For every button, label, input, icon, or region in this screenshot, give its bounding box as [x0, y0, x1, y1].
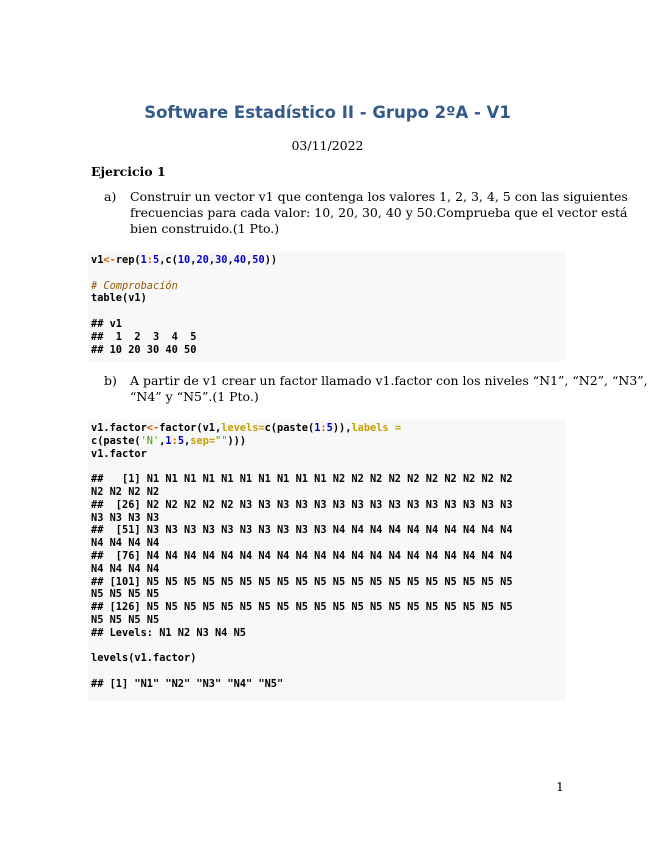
question-letter: b) — [104, 373, 117, 388]
code-output: N3 N3 N3 N3 — [91, 511, 160, 524]
code-line: v1.factor — [91, 447, 147, 460]
code-line: levels(v1.factor) — [91, 652, 197, 665]
code-output: ## [101] N5 N5 N5 N5 N5 N5 N5 N5 N5 N5 N5 N5 N5 N5 N5 N5 N5 N5 N5 N5 — [91, 575, 513, 588]
code-output: ## Levels: N1 N2 N3 N4 N5 — [91, 626, 246, 639]
code-line: table(v1) — [91, 292, 147, 305]
question-line: Construir un vector v1 que contenga los valores 1, 2, 3, 4, 5 con las siguientes — [130, 189, 628, 204]
code-comment: # Comprobación — [91, 279, 178, 292]
code-line: v1<-rep(1:5,c(10,20,30,40,50)) — [91, 254, 278, 266]
question-text — [130, 373, 648, 405]
question-line: bien construido.(1 Pto.) — [130, 221, 280, 236]
code-output: N5 N5 N5 N5 — [91, 588, 160, 601]
question-line: frecuencias para cada valor: 10, 20, 30, 40 y 50.Comprueba que el vector está — [130, 205, 628, 220]
code-line: v1.factor<-factor(v1,levels=c(paste(1:5)),labels = — [91, 422, 402, 434]
code-output: N4 N4 N4 N4 — [91, 562, 160, 575]
code-output: ## 10 20 30 40 50 — [91, 343, 197, 356]
question-line: “N4” y “N5”.(1 Pto.) — [130, 389, 259, 404]
question-letter: a) — [104, 189, 117, 204]
page-number: 1 — [556, 779, 564, 794]
document-date: 03/11/2022 — [291, 138, 364, 153]
code-block-b — [88, 420, 566, 701]
code-content — [88, 420, 566, 691]
question-a — [104, 189, 628, 237]
code-output: ## [76] N4 N4 N4 N4 N4 N4 N4 N4 N4 N4 N4 N4 N4 N4 N4 N4 N4 N4 N4 N4 — [91, 549, 513, 562]
code-content — [88, 252, 566, 356]
document-title: Software Estadístico II - Grupo 2ºA - V1 — [144, 103, 511, 122]
code-output: ## 1 2 3 4 5 — [91, 330, 197, 343]
code-output: ## v1 — [91, 317, 122, 330]
code-output: ## [26] N2 N2 N2 N2 N2 N3 N3 N3 N3 N3 N3 N3 N3 N3 N3 N3 N3 N3 N3 N3 — [91, 498, 513, 511]
code-block-a — [88, 252, 566, 361]
question-text — [130, 189, 628, 237]
question-line: A partir de v1 crear un factor llamado v1.factor con los niveles “N1”, “N2”, “N3”, — [130, 373, 648, 388]
code-output: ## [126] N5 N5 N5 N5 N5 N5 N5 N5 N5 N5 N5 N5 N5 N5 N5 N5 N5 N5 N5 N5 — [91, 601, 513, 614]
question-b — [104, 373, 648, 405]
exercise-heading: Ejercicio 1 — [91, 164, 166, 179]
code-output: ## [51] N3 N3 N3 N3 N3 N3 N3 N3 N3 N3 N4 N4 N4 N4 N4 N4 N4 N4 N4 N4 — [91, 524, 513, 537]
code-output: ## [1] N1 N1 N1 N1 N1 N1 N1 N1 N1 N1 N2 N2 N2 N2 N2 N2 N2 N2 N2 N2 — [91, 473, 513, 486]
code-output: N4 N4 N4 N4 — [91, 537, 160, 550]
code-output: N2 N2 N2 N2 — [91, 485, 160, 498]
code-output: ## [1] "N1" "N2" "N3" "N4" "N5" — [91, 677, 284, 690]
code-line: c(paste('N',1:5,sep=""))) — [91, 434, 247, 447]
code-output: N5 N5 N5 N5 — [91, 613, 160, 626]
